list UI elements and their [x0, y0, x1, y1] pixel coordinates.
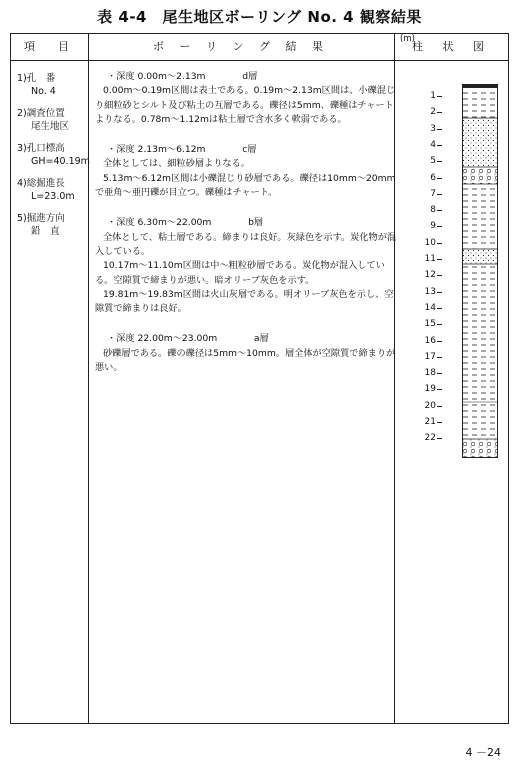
depth-tick: [437, 341, 442, 342]
depth-tick-label: 15: [424, 319, 436, 330]
depth-tick-label: 14: [424, 302, 436, 313]
depth-tick-label: 11: [424, 254, 436, 264]
layer-b-sand: [463, 249, 497, 264]
depth-tick-label: 4: [430, 139, 436, 150]
table-title: 表 4-4 尾生地区ボーリング No. 4 観察結果: [97, 8, 422, 26]
depth-tick-label: 17: [424, 351, 436, 362]
section-paragraph: 全体として、粘土層である。締まりは良好。灰緑色を示す。炭化物が混入している。: [95, 231, 397, 257]
section-heading: ・深度 0.00m～2.13m d層: [107, 71, 258, 82]
section-heading: ・深度 6.30m～22.00m b層: [107, 217, 264, 229]
section-a-layer: [95, 332, 401, 375]
depth-tick-label: 10: [424, 237, 436, 248]
item-direction: [17, 212, 97, 238]
depth-tick: [437, 406, 442, 407]
section-paragraph: 全体としては、細粒砂層よりなる。: [103, 158, 250, 170]
depth-tick-label: 9: [430, 221, 436, 232]
item-label: 4)総掘進長: [17, 178, 65, 189]
layer-b-clay-upper: [463, 184, 497, 249]
depth-tick-label: 21: [424, 417, 436, 427]
depth-tick-label: 12: [424, 270, 436, 281]
layer-a-gravel: [463, 439, 497, 457]
depth-tick: [437, 308, 442, 309]
item-value: L=23.0m: [31, 191, 75, 202]
depth-tick: [437, 96, 442, 97]
item-location: [17, 107, 97, 133]
depth-tick: [437, 259, 442, 260]
item-value: GH=40.19m: [31, 156, 90, 167]
depth-tick: [437, 324, 442, 325]
header-results: ボ ー リ ン グ 結 果: [153, 40, 329, 53]
section-paragraph: 5.13m～6.12m区間は小礫混じり砂層である。礫径は10mm～20mmで亜角～亜円礫が目立つ。礫種はチャート。: [95, 172, 396, 199]
depth-tick: [437, 226, 442, 227]
boring-column-diagram: [462, 84, 498, 458]
layer-d-alternating: [463, 88, 497, 118]
section-paragraph: 砂礫層である。礫の礫径は5mm～10mm。層全体が空隙質で締まりが悪い。: [95, 347, 396, 374]
depth-tick: [437, 243, 442, 244]
depth-tick-label: 16: [424, 335, 436, 346]
depth-tick: [437, 112, 442, 113]
item-hole-number: [17, 72, 97, 98]
layer-b-clay-lower: [463, 264, 497, 439]
depth-tick: [437, 357, 442, 358]
depth-tick: [437, 194, 442, 195]
depth-tick-label: 3: [430, 123, 436, 134]
item-label: 5)掘進方向: [17, 213, 65, 224]
depth-tick: [437, 389, 442, 390]
item-total-length: [17, 177, 97, 203]
page-number: 4 －24: [465, 746, 501, 759]
depth-tick: [437, 422, 442, 423]
depth-tick: [437, 145, 442, 146]
section-d-layer: [95, 70, 401, 127]
section-b-layer: [95, 216, 401, 316]
section-c-layer: [95, 143, 401, 200]
depth-unit: (m): [400, 34, 415, 44]
items-column: [17, 72, 97, 247]
depth-tick-label: 18: [424, 368, 436, 379]
depth-tick: [437, 161, 442, 162]
header-items: 項 目: [24, 40, 75, 53]
layer-topsoil: [463, 85, 497, 88]
header-column: 柱 状 図: [412, 40, 492, 53]
section-heading: ・深度 2.13m～6.12m c層: [107, 144, 257, 156]
depth-tick-label: 1: [430, 91, 436, 101]
depth-tick: [437, 373, 442, 374]
depth-tick: [437, 129, 442, 130]
depth-tick: [437, 275, 442, 276]
item-label: 2)調査位置: [17, 108, 65, 119]
item-label: 3)孔口標高: [17, 143, 65, 154]
depth-tick-label: 6: [430, 172, 436, 183]
depth-tick-label: 19: [424, 384, 436, 395]
section-heading: ・深度 22.00m～23.00m a層: [107, 333, 269, 345]
item-value: 尾生地区: [31, 121, 70, 132]
item-elevation: [17, 142, 97, 168]
depth-tick-label: 8: [430, 205, 436, 216]
depth-tick: [437, 292, 442, 293]
depth-tick-label: 13: [424, 286, 436, 297]
results-column: [95, 70, 401, 375]
section-paragraph: 0.00m～0.19m区間は表土である。0.19m～2.13m区間は、小礫混じり細粒砂とシルト及び粘土の互層である。礫径は5mm、礫種はチャートよりなる。0.78m～1.12mは粘土層で含水多く軟弱である。: [95, 85, 396, 125]
item-value: No. 4: [31, 86, 56, 97]
layer-c-sand: [463, 118, 497, 167]
depth-tick-label: 5: [430, 156, 436, 167]
depth-tick: [437, 210, 442, 211]
section-paragraph: 10.17m～11.10m区間は中～粗粒砂層である。炭化物が混入している。空隙質で締まりが悪い。暗オリーブ灰色を示す。: [95, 260, 385, 286]
depth-tick-label: 7: [430, 188, 436, 199]
depth-scale: [412, 56, 442, 456]
depth-tick: [437, 438, 442, 439]
section-paragraph: 19.81m～19.83m区間は火山灰層である。明オリーブ灰色を示し、空隙質で締まりは良好。: [95, 288, 394, 315]
depth-tick-label: 2: [430, 107, 436, 118]
item-label: 1)孔 番: [17, 73, 56, 84]
layer-c-gravelly-sand: [463, 167, 497, 184]
depth-tick: [437, 178, 442, 179]
depth-tick-label: 22: [424, 433, 436, 444]
item-value: 鉛 直: [31, 226, 60, 237]
depth-tick-label: 20: [424, 400, 436, 411]
